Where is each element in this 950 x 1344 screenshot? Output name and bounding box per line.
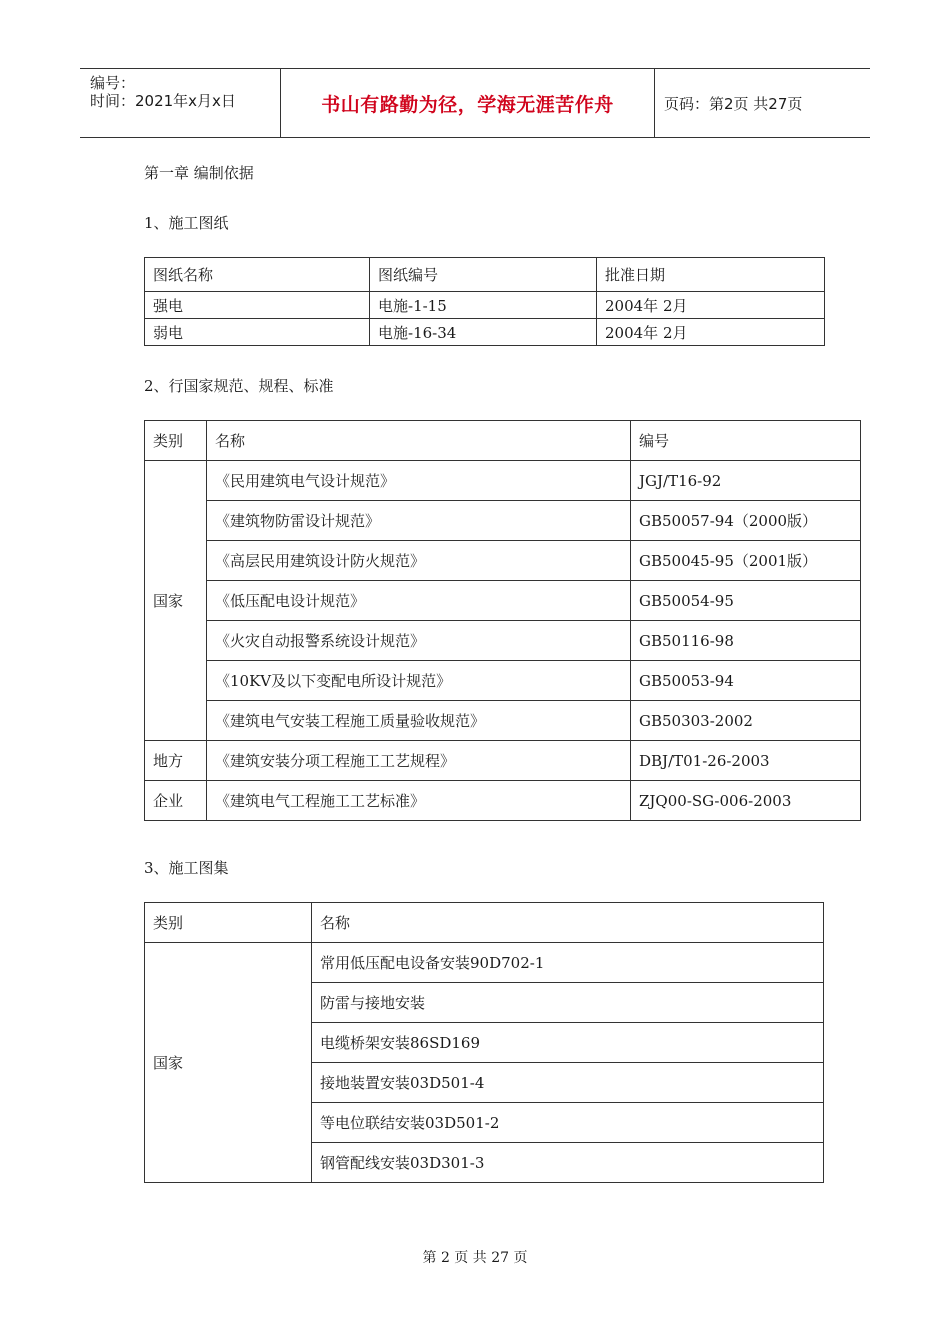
table-cell: 《高层民用建筑设计防火规范》 — [207, 541, 631, 581]
table-cell: 2004年 2月 — [597, 319, 825, 346]
table-header-row — [145, 258, 825, 292]
document-number-label: 编号： — [90, 74, 136, 92]
table-row — [145, 292, 825, 319]
section-heading: 2、行国家规范、规程、标准 — [144, 377, 334, 395]
table-cell: 电施-1-15 — [370, 292, 597, 319]
table-cell: 常用低压配电设备安装90D702-1 — [312, 943, 824, 983]
table-header-row — [145, 903, 824, 943]
table-row — [145, 501, 861, 541]
page-footer: 第 2 页 共 27 页 — [422, 1250, 528, 1266]
atlas-table — [144, 902, 824, 1183]
column-header: 类别 — [145, 903, 312, 943]
table-cell: 《建筑电气工程施工工艺标准》 — [207, 781, 631, 821]
header-motto: 书山有路勤为径，学海无涯苦作舟 — [321, 93, 614, 116]
table-row — [145, 541, 861, 581]
table-row — [145, 319, 825, 346]
column-header: 类别 — [145, 421, 207, 461]
column-header: 编号 — [631, 421, 861, 461]
table-cell: 《建筑安装分项工程施工工艺规程》 — [207, 741, 631, 781]
category-cell: 地方 — [145, 741, 207, 781]
table-cell: GB50054-95 — [631, 581, 861, 621]
drawings-table — [144, 257, 825, 346]
table-header-row — [145, 421, 861, 461]
column-header: 名称 — [312, 903, 824, 943]
table-cell: GB50057-94（2000版） — [631, 501, 861, 541]
table-cell: GB50045-95（2001版） — [631, 541, 861, 581]
table-cell: 钢管配线安装03D301-3 — [312, 1143, 824, 1183]
table-row — [145, 581, 861, 621]
table-cell: 2004年 2月 — [597, 292, 825, 319]
column-header: 名称 — [207, 421, 631, 461]
table-row — [145, 621, 861, 661]
document-time-label: 时间：2021年x月x日 — [90, 92, 236, 110]
table-cell: ZJQ00-SG-006-2003 — [631, 781, 861, 821]
page-header — [80, 68, 870, 138]
section-heading: 3、施工图集 — [144, 859, 229, 877]
table-cell: 《火灾自动报警系统设计规范》 — [207, 621, 631, 661]
column-header: 图纸编号 — [370, 258, 597, 292]
table-cell: 电施-16-34 — [370, 319, 597, 346]
table-cell: 《民用建筑电气设计规范》 — [207, 461, 631, 501]
section-heading: 1、施工图纸 — [144, 214, 229, 232]
table-cell: 等电位联结安装03D501-2 — [312, 1103, 824, 1143]
table-row — [145, 943, 824, 983]
header-page-info: 页码：第2页 共27页 — [664, 94, 803, 113]
category-cell: 企业 — [145, 781, 207, 821]
chapter-title: 第一章 编制依据 — [144, 164, 254, 182]
standards-table — [144, 420, 861, 821]
table-cell: 强电 — [145, 292, 370, 319]
table-cell: 《建筑物防雷设计规范》 — [207, 501, 631, 541]
table-row — [145, 741, 861, 781]
table-cell: 《低压配电设计规范》 — [207, 581, 631, 621]
table-row — [145, 461, 861, 501]
table-row — [145, 781, 861, 821]
table-cell: 弱电 — [145, 319, 370, 346]
header-meta — [80, 69, 280, 137]
category-cell: 国家 — [145, 943, 312, 1183]
table-row — [145, 701, 861, 741]
table-row — [145, 661, 861, 701]
table-cell: GB50116-98 — [631, 621, 861, 661]
column-header: 批准日期 — [597, 258, 825, 292]
table-cell: 电缆桥架安装86SD169 — [312, 1023, 824, 1063]
table-cell: 防雷与接地安装 — [312, 983, 824, 1023]
category-cell: 国家 — [145, 461, 207, 741]
table-cell: JGJ/T16-92 — [631, 461, 861, 501]
table-cell: 《建筑电气安装工程施工质量验收规范》 — [207, 701, 631, 741]
table-cell: 《10KV及以下变配电所设计规范》 — [207, 661, 631, 701]
header-divider — [654, 69, 655, 137]
table-cell: DBJ/T01-26-2003 — [631, 741, 861, 781]
table-cell: GB50303-2002 — [631, 701, 861, 741]
table-cell: 接地装置安装03D501-4 — [312, 1063, 824, 1103]
column-header: 图纸名称 — [145, 258, 370, 292]
table-cell: GB50053-94 — [631, 661, 861, 701]
